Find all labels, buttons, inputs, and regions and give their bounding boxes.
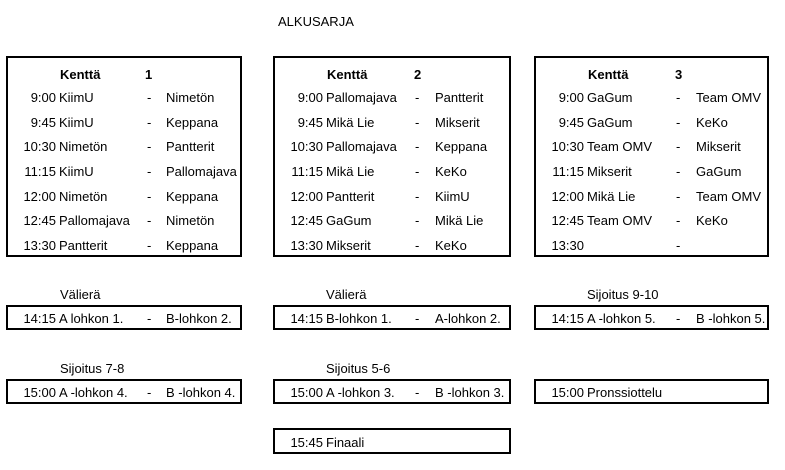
field-3-number: 3 bbox=[675, 67, 683, 82]
match-home: Pantterit bbox=[326, 189, 375, 204]
match-row bbox=[275, 114, 511, 132]
match-away: B -lohkon 3. bbox=[435, 385, 505, 400]
match-home: Mikä Lie bbox=[587, 189, 636, 204]
match-time: 15:00 bbox=[23, 385, 56, 400]
match-home: Team OMV bbox=[587, 139, 653, 154]
match-row bbox=[275, 163, 511, 181]
field-2-number: 2 bbox=[414, 67, 422, 82]
match-away: Pantterit bbox=[166, 139, 215, 154]
match-home: A -lohkon 5. bbox=[587, 311, 656, 326]
playoff-box-placement-9-10 bbox=[534, 305, 769, 330]
match-time: 13:30 bbox=[290, 238, 323, 253]
match-separator: - bbox=[147, 115, 152, 130]
match-row bbox=[536, 163, 769, 181]
playoff-heading: Sijoitus 5-6 bbox=[326, 361, 391, 376]
match-separator: - bbox=[415, 139, 420, 154]
match-home: Mikä Lie bbox=[326, 164, 375, 179]
match-row bbox=[536, 138, 769, 156]
match-away: Keppana bbox=[435, 139, 488, 154]
match-home: Mikserit bbox=[587, 164, 632, 179]
match-time: 12:00 bbox=[23, 189, 56, 204]
match-away: Mikä Lie bbox=[435, 213, 484, 228]
playoff-heading: Välierä bbox=[60, 287, 101, 302]
match-row bbox=[536, 89, 769, 107]
match-separator: - bbox=[147, 164, 152, 179]
match-row bbox=[8, 138, 242, 156]
match-time: 9:00 bbox=[558, 90, 584, 105]
playoff-box-bronze bbox=[534, 379, 769, 404]
match-row bbox=[275, 89, 511, 107]
match-time: 9:45 bbox=[297, 115, 323, 130]
match-separator: - bbox=[147, 213, 152, 228]
match-row bbox=[8, 188, 242, 206]
match-away: Nimetön bbox=[166, 213, 215, 228]
match-time: 9:45 bbox=[558, 115, 584, 130]
match-separator: - bbox=[415, 164, 420, 179]
match-time: 13:30 bbox=[23, 238, 56, 253]
match-away: GaGum bbox=[696, 164, 742, 179]
match-home: B-lohkon 1. bbox=[326, 311, 392, 326]
match-row bbox=[536, 188, 769, 206]
match-home: Pallomajava bbox=[59, 213, 130, 228]
match-separator: - bbox=[676, 90, 681, 105]
match-row bbox=[536, 212, 769, 230]
match-time: 11:15 bbox=[552, 164, 584, 179]
match-away: B -lohkon 4. bbox=[166, 385, 236, 400]
match-time: 15:00 bbox=[551, 385, 584, 400]
playoff-heading: Sijoitus 9-10 bbox=[587, 287, 659, 302]
match-away: B -lohkon 5. bbox=[696, 311, 766, 326]
match-separator: - bbox=[415, 189, 420, 204]
match-separator: - bbox=[147, 385, 152, 400]
match-separator: - bbox=[147, 238, 152, 253]
match-away: Team OMV bbox=[696, 189, 762, 204]
playoff-box-semifinal-2 bbox=[273, 305, 511, 330]
match-time: 10:30 bbox=[290, 139, 323, 154]
match-away: B-lohkon 2. bbox=[166, 311, 232, 326]
match-home: Pallomajava bbox=[326, 90, 397, 105]
match-time: 9:45 bbox=[30, 115, 56, 130]
match-away: KeKo bbox=[435, 164, 467, 179]
field-3-label: Kenttä bbox=[588, 67, 629, 82]
match-time: 12:45 bbox=[551, 213, 584, 228]
match-home: A -lohkon 4. bbox=[59, 385, 128, 400]
match-away: Keppana bbox=[166, 115, 219, 130]
match-row bbox=[8, 237, 242, 255]
match-separator: - bbox=[147, 90, 152, 105]
match-time: 14:15 bbox=[23, 311, 56, 326]
match-row bbox=[275, 138, 511, 156]
match-time: 10:30 bbox=[23, 139, 56, 154]
match-away: KiimU bbox=[435, 189, 470, 204]
match-home: Mikä Lie bbox=[326, 115, 375, 130]
match-away: KeKo bbox=[435, 238, 467, 253]
match-separator: - bbox=[415, 115, 420, 130]
match-home: GaGum bbox=[326, 213, 372, 228]
match-separator: - bbox=[676, 311, 681, 326]
match-row bbox=[8, 163, 242, 181]
match-home: Mikserit bbox=[326, 238, 371, 253]
match-time: 15:45 bbox=[290, 435, 323, 450]
match-row bbox=[275, 188, 511, 206]
match-away: Pallomajava bbox=[166, 164, 237, 179]
match-away: KeKo bbox=[696, 115, 728, 130]
match-separator: - bbox=[415, 385, 420, 400]
match-time: 12:00 bbox=[290, 189, 323, 204]
match-home: GaGum bbox=[587, 115, 633, 130]
match-time: 9:00 bbox=[297, 90, 323, 105]
match-separator: - bbox=[147, 311, 152, 326]
match-away: Nimetön bbox=[166, 90, 215, 105]
match-home: Nimetön bbox=[59, 139, 108, 154]
match-home: KiimU bbox=[59, 164, 94, 179]
match-separator: - bbox=[676, 139, 681, 154]
playoff-heading: Sijoitus 7-8 bbox=[60, 361, 125, 376]
match-row bbox=[275, 237, 511, 255]
match-separator: - bbox=[676, 115, 681, 130]
playoff-heading: Välierä bbox=[326, 287, 367, 302]
match-home: KiimU bbox=[59, 90, 94, 105]
field-2-label: Kenttä bbox=[327, 67, 368, 82]
field-1-label: Kenttä bbox=[60, 67, 101, 82]
match-home: Pantterit bbox=[59, 238, 108, 253]
playoff-box-semifinal-1 bbox=[6, 305, 242, 330]
match-time: 12:45 bbox=[23, 213, 56, 228]
match-separator: - bbox=[415, 213, 420, 228]
match-row bbox=[536, 114, 769, 132]
match-separator: - bbox=[415, 311, 420, 326]
field-1-number: 1 bbox=[145, 67, 153, 82]
match-separator: - bbox=[676, 189, 681, 204]
playoff-box-placement-5-6 bbox=[273, 379, 511, 404]
match-separator: - bbox=[147, 189, 152, 204]
match-row bbox=[8, 114, 242, 132]
match-away: Keppana bbox=[166, 189, 219, 204]
match-away: Keppana bbox=[166, 238, 219, 253]
match-row bbox=[8, 89, 242, 107]
playoff-box-final bbox=[273, 428, 511, 454]
field-2-table bbox=[273, 56, 511, 257]
match-home: A -lohkon 3. bbox=[326, 385, 395, 400]
match-away: A-lohkon 2. bbox=[435, 311, 501, 326]
match-separator: - bbox=[415, 90, 420, 105]
match-time: 14:15 bbox=[551, 311, 584, 326]
match-away: Pantterit bbox=[435, 90, 484, 105]
match-separator: - bbox=[676, 238, 681, 253]
match-time: 13:30 bbox=[551, 238, 584, 253]
match-separator: - bbox=[676, 213, 681, 228]
match-home: KiimU bbox=[59, 115, 94, 130]
match-away: Team OMV bbox=[696, 90, 762, 105]
match-row bbox=[275, 212, 511, 230]
field-3-table bbox=[534, 56, 769, 257]
page-title: ALKUSARJA bbox=[278, 14, 354, 29]
match-separator: - bbox=[147, 139, 152, 154]
playoff-box-placement-7-8 bbox=[6, 379, 242, 404]
match-time: 11:15 bbox=[291, 164, 323, 179]
match-away: Mikserit bbox=[696, 139, 741, 154]
match-home: GaGum bbox=[587, 90, 633, 105]
match-time: 10:30 bbox=[551, 139, 584, 154]
match-home: Team OMV bbox=[587, 213, 653, 228]
match-separator: - bbox=[676, 164, 681, 179]
match-time: 11:15 bbox=[24, 164, 56, 179]
match-row bbox=[536, 237, 769, 255]
match-time: 15:00 bbox=[290, 385, 323, 400]
match-time: 12:45 bbox=[290, 213, 323, 228]
match-separator: - bbox=[415, 238, 420, 253]
match-away: KeKo bbox=[696, 213, 728, 228]
match-home: Nimetön bbox=[59, 189, 108, 204]
match-row bbox=[8, 212, 242, 230]
match-home: Pronssiottelu bbox=[587, 385, 663, 400]
match-time: 12:00 bbox=[551, 189, 584, 204]
match-time: 9:00 bbox=[30, 90, 56, 105]
field-1-table bbox=[6, 56, 242, 257]
match-home: Pallomajava bbox=[326, 139, 397, 154]
match-home: A lohkon 1. bbox=[59, 311, 124, 326]
match-time: 14:15 bbox=[290, 311, 323, 326]
match-away: Mikserit bbox=[435, 115, 480, 130]
match-home: Finaali bbox=[326, 435, 365, 450]
